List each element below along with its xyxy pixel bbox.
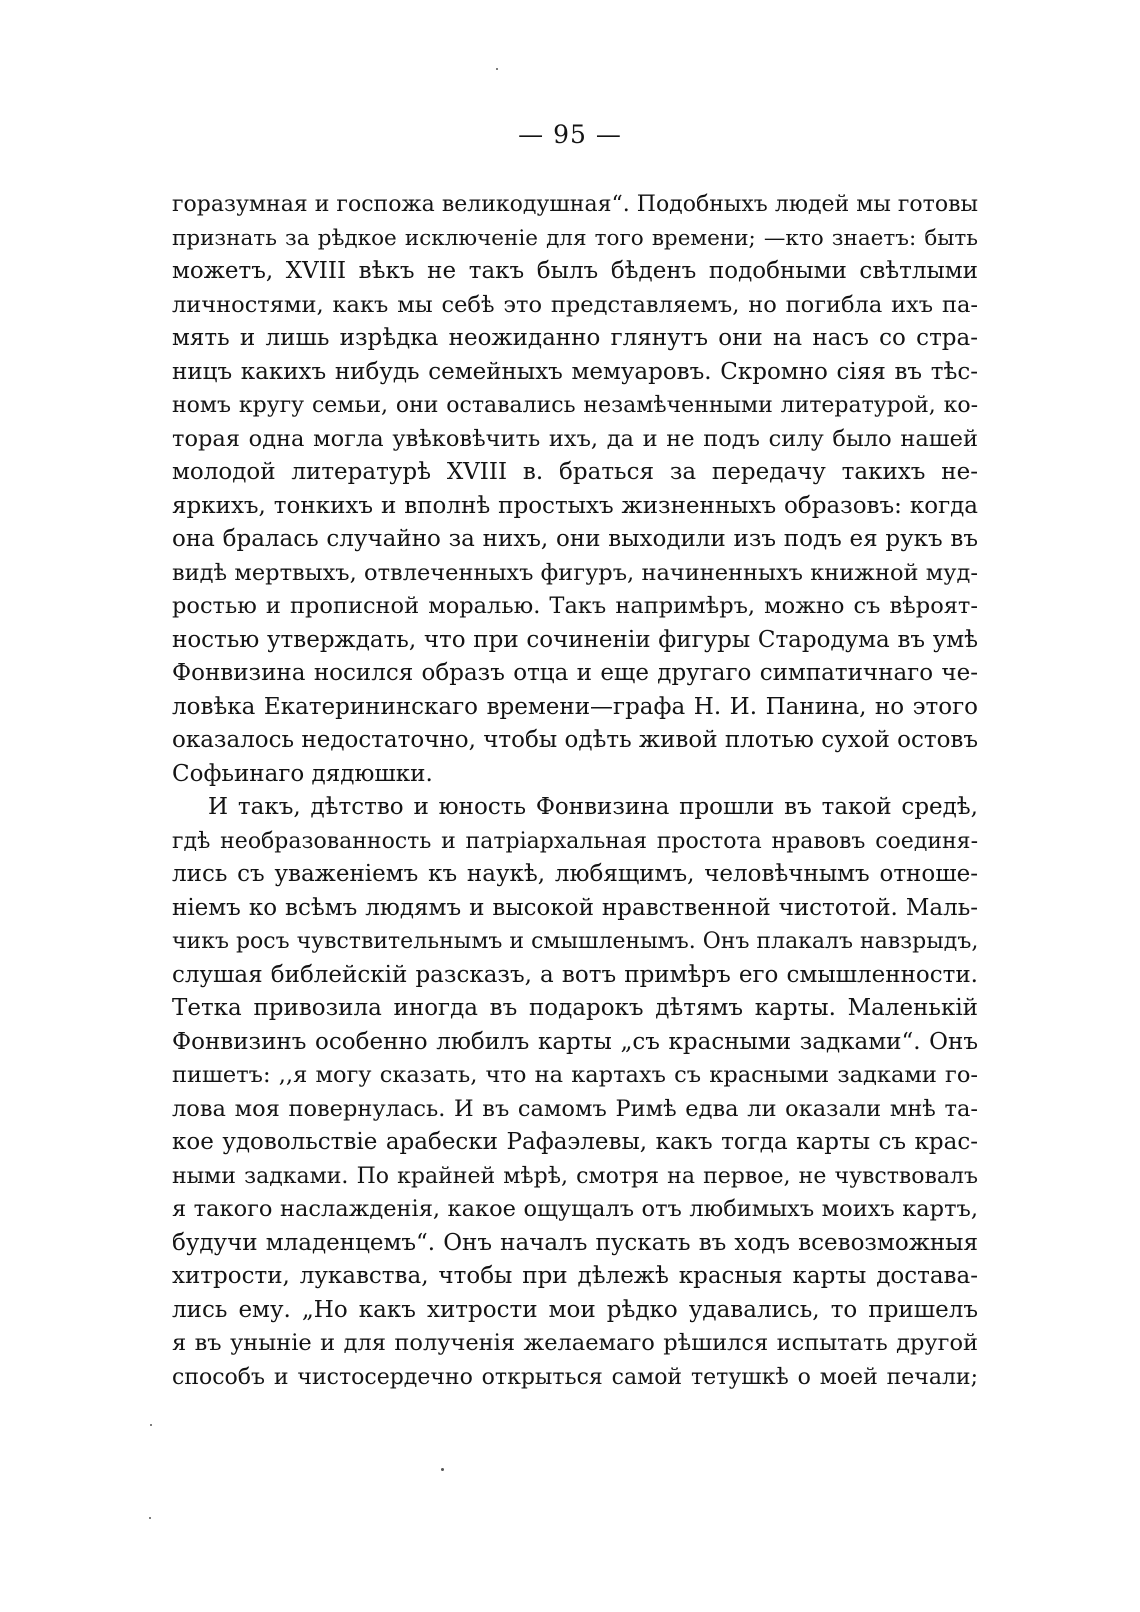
text-line: ными задками. По крайней мѣрѣ, смотря на первое, не чувствовалъ <box>172 1163 978 1189</box>
text-line: молодой литературѣ XVIII в. браться за передачу такихъ не- <box>172 459 978 485</box>
text-line: оказалось недостаточно, чтобы одѣть живой плотью сухой остовъ <box>172 727 978 753</box>
text-line: будучи младенцемъ“. Онъ началъ пускать въ ходъ всевозможныя <box>172 1229 978 1256</box>
text-line: хитрости, лукавства, чтобы при дѣлежѣ красныя карты доставa- <box>172 1263 978 1289</box>
text-line: яркихъ, тонкихъ и вполнѣ простыхъ жизненныхъ образовъ: когда <box>172 492 978 519</box>
text-line: пишетъ: ,,я могу сказать, что на картахъ съ красными задками го- <box>172 1062 978 1088</box>
paragraph-2 <box>172 791 978 1394</box>
text-line: я въ унынiе и для полученiя желаемаго рѣшился испытать другой <box>172 1330 978 1356</box>
scan-speck <box>441 1468 444 1471</box>
scan-speck <box>496 68 498 70</box>
text-line: слушая библейскiй разсказъ, а вотъ примѣръ его смышленности. <box>172 961 978 988</box>
text-line: ностью утверждать, что при сочиненiи фигуры Стародума въ умѣ <box>172 626 978 653</box>
text-line: Фонвизина носился образъ отца и еще другаго симпатичнаго че- <box>172 660 978 686</box>
text-line: кое удовольствiе арабески Рафаэлевы, какъ тогда карты съ крас- <box>172 1129 978 1155</box>
text-line: ловѣка Екатерининскаго времени—графа Н. И. Панина, но этого <box>172 693 978 720</box>
text-line: лись ему. „Но какъ хитрости мои рѣдко удавались, то пришелъ <box>172 1296 978 1323</box>
text-line: ростью и прописной моралью. Такъ напримѣръ, можно съ вѣроят- <box>172 593 978 619</box>
text-line: горазумная и госпожа великодушная“. Подобныхъ людей мы готовы <box>172 192 978 217</box>
text-line: лись съ уваженiемъ къ наукѣ, любящимъ, человѣчнымъ отноше- <box>172 861 978 887</box>
scan-speck <box>150 1424 152 1426</box>
text-line: нiемъ ко всѣмъ людямъ и высокой нравственной чистотой. Маль- <box>172 894 978 921</box>
text-line: можетъ, XVIII вѣкъ не такъ былъ бѣденъ подобными свѣтлыми <box>172 258 978 284</box>
text-line: личностями, какъ мы себѣ это представляемъ, но погибла ихъ па- <box>172 291 978 318</box>
text-line: Тетка привозила иногда въ подарокъ дѣтямъ карты. Маленькiй <box>172 995 978 1021</box>
text-line: я такого наслажденiя, какое ощущалъ отъ любимыхъ моихъ картъ, <box>172 1196 978 1222</box>
text-line: номъ кругу семьи, они оставались незамѣченными литературой, ко- <box>172 393 978 418</box>
text-line: Софьинаго дядюшки. <box>172 760 433 787</box>
paragraph-1 <box>172 188 978 791</box>
page-number: — 95 — <box>518 120 622 149</box>
text-line: Фонвизинъ особенно любилъ карты „съ красными задками“. Онъ <box>172 1028 978 1055</box>
text-line: лова моя повернулась. И въ самомъ Римѣ едва ли оказали мнѣ та- <box>172 1095 978 1122</box>
text-line: чикъ росъ чувствительнымъ и смышленымъ. Онъ плакалъ навзрыдъ, <box>172 929 978 954</box>
text-line: видѣ мертвыхъ, отвлеченныхъ фигуръ, начиненныхъ книжной муд- <box>172 559 978 586</box>
text-line: она бралась случайно за нихъ, они выходили изъ подъ ея рукъ въ <box>172 526 978 552</box>
text-line: И такъ, дѣтство и юность Фонвизина прошли въ такой средѣ, <box>208 794 978 820</box>
scan-speck <box>149 1517 151 1519</box>
text-line: ницъ какихъ нибудь семейныхъ мемуаровъ. Скромно сiяя въ тѣс- <box>172 358 978 385</box>
text-line: признать за рѣдкое исключенiе для того времени; —кто знаетъ: быть <box>172 225 978 251</box>
text-line: мять и лишь изрѣдка неожиданно глянутъ они на насъ со стра- <box>172 325 978 351</box>
body-text <box>172 188 978 1394</box>
text-line: способъ и чистосердечно открыться самой тетушкѣ о моей печали; <box>172 1364 978 1390</box>
text-line: гдѣ необразованность и патрiархальная простота нравовъ соединя- <box>172 828 978 854</box>
text-line: торая одна могла увѣковѣчить ихъ, да и не подъ силу было нашей <box>172 425 978 452</box>
